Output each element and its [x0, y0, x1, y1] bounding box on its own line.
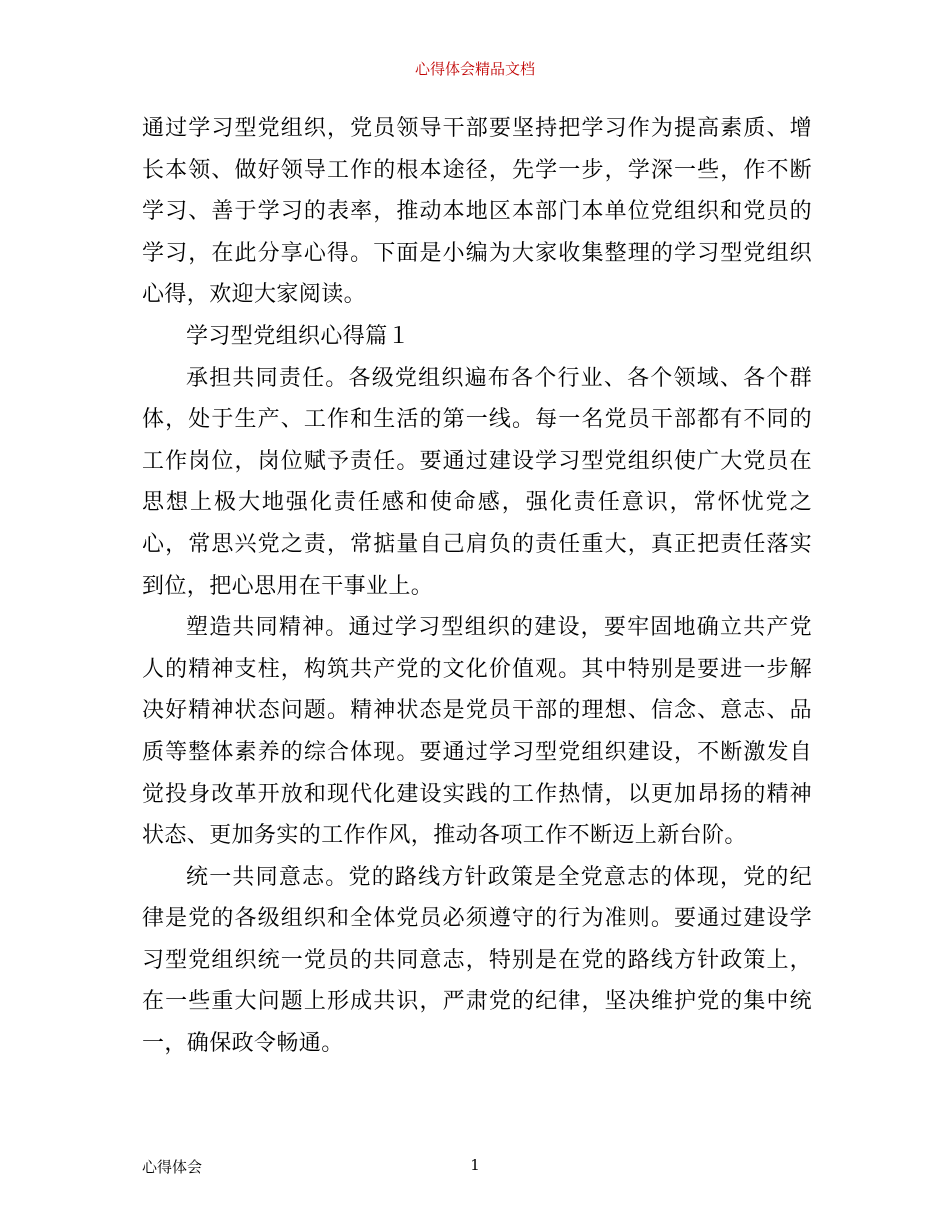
page-number: 1 [470, 1156, 480, 1174]
page-header-title: 心得体会精品文档 [414, 60, 535, 78]
footer-label: 心得体会 [142, 1158, 203, 1176]
paragraph-spirit: 塑造共同精神。通过学习型组织的建设，要牢固地确立共产党人的精神支柱，构筑共产党的文化价值观。其中特别是要进一步解决好精神状态问题。精神状态是党员干部的理想、信念、意志、品质等整体素养的综合体现。要通过学习型党组织建设，不断激发自觉投身改革开放和现代化建设实践的工作热情，以更加昂扬的精神状态、更加务实的工作作风，推动各项工作不断迈上新台阶。 [142, 615, 812, 849]
document-body [142, 108, 812, 1065]
intro-paragraph: 通过学习型党组织，党员领导干部要坚持把学习作为提高素质、增长本领、做好领导工作的根本途径，先学一步，学深一些，作不断学习、善于学习的表率，推动本地区本部门本单位党组织和党员的学习，在此分享心得。下面是小编为大家收集整理的学习型党组织心得，欢迎大家阅读。 [142, 116, 812, 308]
section-heading: 学习型党组织心得篇１ [186, 323, 411, 349]
paragraph-responsibility: 承担共同责任。各级党组织遍布各个行业、各个领域、各个群体，处于生产、工作和生活的第一线。每一名党员干部都有不同的工作岗位，岗位赋予责任。要通过建设学习型党组织使广大党员在思想上极大地强化责任感和使命感，强化责任意识，常怀忧党之心，常思兴党之责，常掂量自己肩负的责任重大，真正把责任落实到位，把心思用在干事业上。 [142, 365, 812, 599]
paragraph-will: 统一共同意志。党的路线方针政策是全党意志的体现，党的纪律是党的各级组织和全体党员必须遵守的行为准则。要通过建设学习型党组织统一党员的共同意志，特别是在党的路线方针政策上，在一些重大问题上形成共识，严肃党的纪律，坚决维护党的集中统一，确保政令畅通。 [142, 864, 812, 1057]
